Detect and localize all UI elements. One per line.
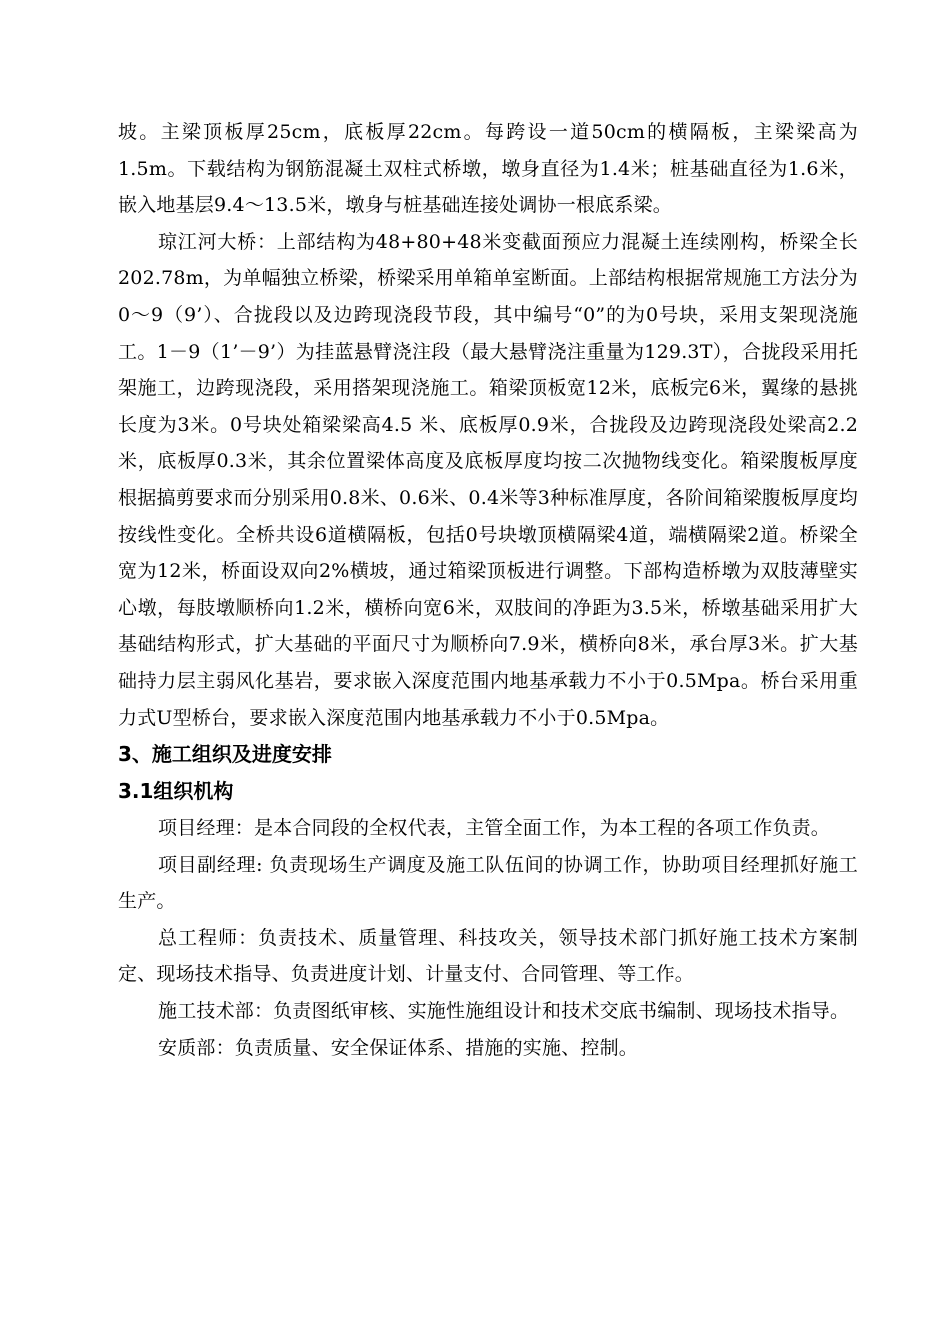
section-heading-construction-organization: 3、施工组织及进度安排 bbox=[118, 742, 332, 767]
paragraph-technical-department: 施工技术部：负责图纸审核、实施性施组设计和技术交底书编制、现场技术指导。 bbox=[158, 1000, 850, 1023]
paragraph-project-manager: 项目经理：是本合同段的全权代表，主管全面工作，为本工程的各项工作负责。 bbox=[158, 817, 831, 840]
paragraph-qiongjiang-bridge: 琼江河大桥：上部结构为48+80+48米变截面预应力混凝土连续刚构，桥梁全长202.78m，为单幅独立桥梁，桥梁采用单箱单室断面。上部结构根据常规施工方法分为0～9（9’）、合拢段以及边跨现浇段节段，其中编号“0”的为0号块，采用支架现浇施工。1－9（1’－9’）为挂蓝悬臂浇注段（最大悬臂浇注重量为129.3T），合拢段采用托架施工，边跨现浇段，采用搭架现浇施工。箱梁顶板宽12米，底板完6米，翼缘的悬挑长度为3米。0号块处箱梁梁高4.5 米、底板厚0.9米，合拢段及边跨现浇段处梁高2.2米，底板厚0.3米，其余位置梁体高度及底板厚度均按二次抛物线变化。箱梁腹板厚度根据搞剪要求而分别采用0.8米、0.6米、0.4米等3种标准厚度，各阶间箱梁腹板厚度均按线性变化。全桥共设6道横隔板，包括0号块墩顶横隔梁4道，端横隔梁2道。桥梁全宽为12米，桥面设双向2%横坡，通过箱梁顶板进行调整。下部构造桥墩为双肢薄壁实心墩，每肢墩顺桥向1.2米，横桥向宽6米，双肢间的净距为3.5米，桥墩基础采用扩大基础结构形式，扩大基础的平面尺寸为顺桥向7.9米，横桥向8米，承台厚3米。扩大基础持力层主弱风化基岩，要求嵌入深度范围内地基承载力不小于0.5Mpa。桥台采用重力式U型桥台，要求嵌入深度范围内地基承载力不小于0.5Mpa。 bbox=[118, 230, 858, 729]
paragraph-chief-engineer: 总工程师：负责技术、质量管理、科技攻关，领导技术部门抓好施工技术方案制定、现场技术指导、负责进度计划、计量支付、合同管理、等工作。 bbox=[118, 926, 858, 986]
paragraph-deputy-manager: 项目副经理: 负责现场生产调度及施工队伍间的协调工作，协助项目经理抓好施工生产。 bbox=[118, 853, 858, 913]
subsection-heading-organization: 3.1组织机构 bbox=[118, 779, 234, 804]
document-body bbox=[118, 114, 858, 1066]
paragraph-bridge-structure: 坡。主梁顶板厚25cm，底板厚22cm。每跨设一道50cm的横隔板，主梁梁高为1.5m。下载结构为钢筋混凝土双柱式桥墩，墩身直径为1.4米；桩基础直径为1.6米，嵌入地基层9.4～13.5米，墩身与桩基础连接处调协一根底系梁。 bbox=[118, 121, 858, 217]
paragraph-quality-safety-department: 安质部：负责质量、安全保证体系、措施的实施、控制。 bbox=[158, 1036, 639, 1059]
